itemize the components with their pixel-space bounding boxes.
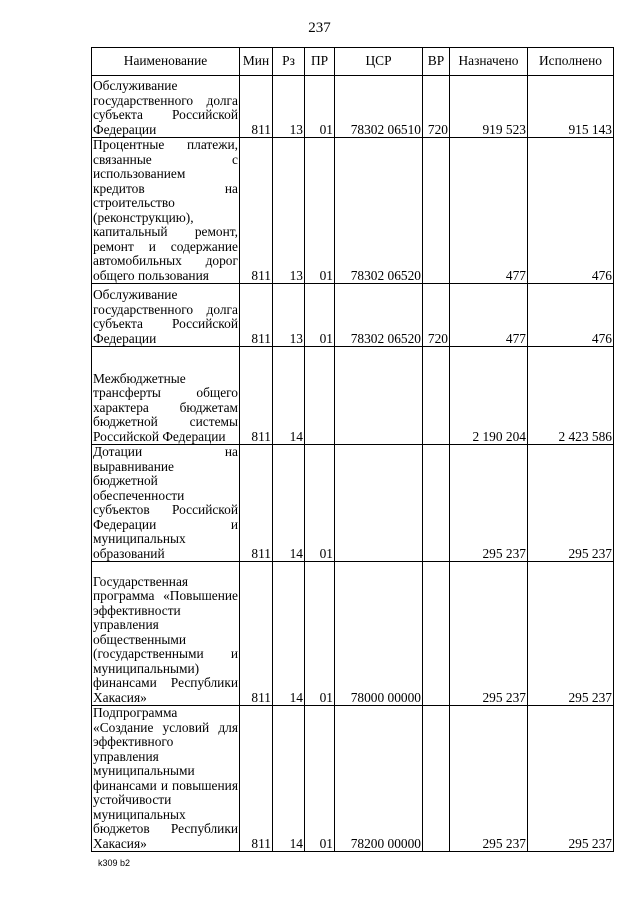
row-name: Межбюджетные трансферты общего характера бюджетам бюджетной системы Российской Федерации — [92, 347, 240, 445]
row-name: Процентные платежи, связанные с использованием кредитов на строительство (реконструкцию), капитальный ремонт, ремонт и содержание автомобильных дорог общего пользования — [93, 137, 238, 283]
row-pr — [305, 347, 335, 445]
row-csr: 78302 06510 — [335, 76, 423, 138]
row-pr: 01 — [305, 445, 335, 562]
row-name: Обслуживание государственного долга субъекта Российской Федерации — [92, 76, 240, 138]
row-vr: 720 — [423, 284, 450, 347]
row-min: 811 — [240, 138, 273, 284]
row-executed: 2 423 586 — [528, 347, 614, 445]
row-name: Подпрограмма «Создание условий для эффективного управления муниципальными финансами и повышения устойчивости муниципальных бюджетов Республики Хакасия» — [93, 705, 238, 851]
footer-code: k309 b2 — [98, 858, 131, 868]
header-pr: ПР — [305, 48, 335, 76]
table-row — [92, 562, 614, 706]
row-vr: 720 — [423, 76, 450, 138]
row-assigned: 477 — [450, 284, 528, 347]
table-header-row — [92, 48, 614, 76]
row-assigned: 2 190 204 — [450, 347, 528, 445]
row-vr — [423, 445, 450, 562]
row-assigned: 295 237 — [450, 445, 528, 562]
row-assigned: 295 237 — [450, 706, 528, 852]
row-csr: 78302 06520 — [335, 138, 423, 284]
budget-table — [91, 47, 614, 852]
row-assigned: 919 523 — [450, 76, 528, 138]
table-row — [92, 347, 614, 445]
header-assigned: Назначено — [450, 48, 528, 76]
table-row — [92, 76, 614, 138]
row-rz: 14 — [273, 445, 305, 562]
row-pr: 01 — [305, 76, 335, 138]
row-name: Обслуживание государственного долга субъекта Российской Федерации — [92, 284, 240, 347]
row-rz: 14 — [273, 706, 305, 852]
row-vr — [423, 138, 450, 284]
row-executed: 476 — [528, 284, 614, 347]
row-csr: 78000 00000 — [335, 562, 423, 706]
row-executed: 915 143 — [528, 76, 614, 138]
row-pr: 01 — [305, 562, 335, 706]
table-row — [92, 138, 614, 284]
row-assigned: 477 — [450, 138, 528, 284]
header-csr: ЦСР — [335, 48, 423, 76]
row-min: 811 — [240, 284, 273, 347]
row-pr: 01 — [305, 138, 335, 284]
table-row — [92, 445, 614, 562]
row-vr — [423, 347, 450, 445]
row-pr: 01 — [305, 284, 335, 347]
row-executed: 476 — [528, 138, 614, 284]
row-rz: 14 — [273, 347, 305, 445]
page-number: 237 — [308, 20, 331, 36]
row-min: 811 — [240, 706, 273, 852]
row-executed: 295 237 — [528, 562, 614, 706]
row-min: 811 — [240, 562, 273, 706]
row-assigned: 295 237 — [450, 562, 528, 706]
row-vr — [423, 706, 450, 852]
header-name: Наименование — [92, 48, 240, 76]
row-min: 811 — [240, 445, 273, 562]
row-csr: 78200 00000 — [335, 706, 423, 852]
header-vr: ВР — [423, 48, 450, 76]
row-executed: 295 237 — [528, 445, 614, 562]
header-executed: Исполнено — [528, 48, 614, 76]
row-executed: 295 237 — [528, 706, 614, 852]
row-rz: 13 — [273, 76, 305, 138]
row-rz: 14 — [273, 562, 305, 706]
row-min: 811 — [240, 76, 273, 138]
row-vr — [423, 562, 450, 706]
table-row — [92, 284, 614, 347]
row-csr: 78302 06520 — [335, 284, 423, 347]
table-row — [92, 706, 614, 852]
header-min: Мин — [240, 48, 273, 76]
row-name: Государственная программа «Повышение эффективности управления общественными (государственными и муниципальными) финансами Республики Хакасия» — [92, 562, 240, 706]
row-name: Дотации на выравнивание бюджетной обеспеченности субъектов Российской Федерации и муниципальных образований — [93, 444, 238, 561]
row-rz: 13 — [273, 284, 305, 347]
header-rz: Рз — [273, 48, 305, 76]
row-min: 811 — [240, 347, 273, 445]
row-csr — [335, 347, 423, 445]
row-pr: 01 — [305, 706, 335, 852]
row-csr — [335, 445, 423, 562]
row-rz: 13 — [273, 138, 305, 284]
